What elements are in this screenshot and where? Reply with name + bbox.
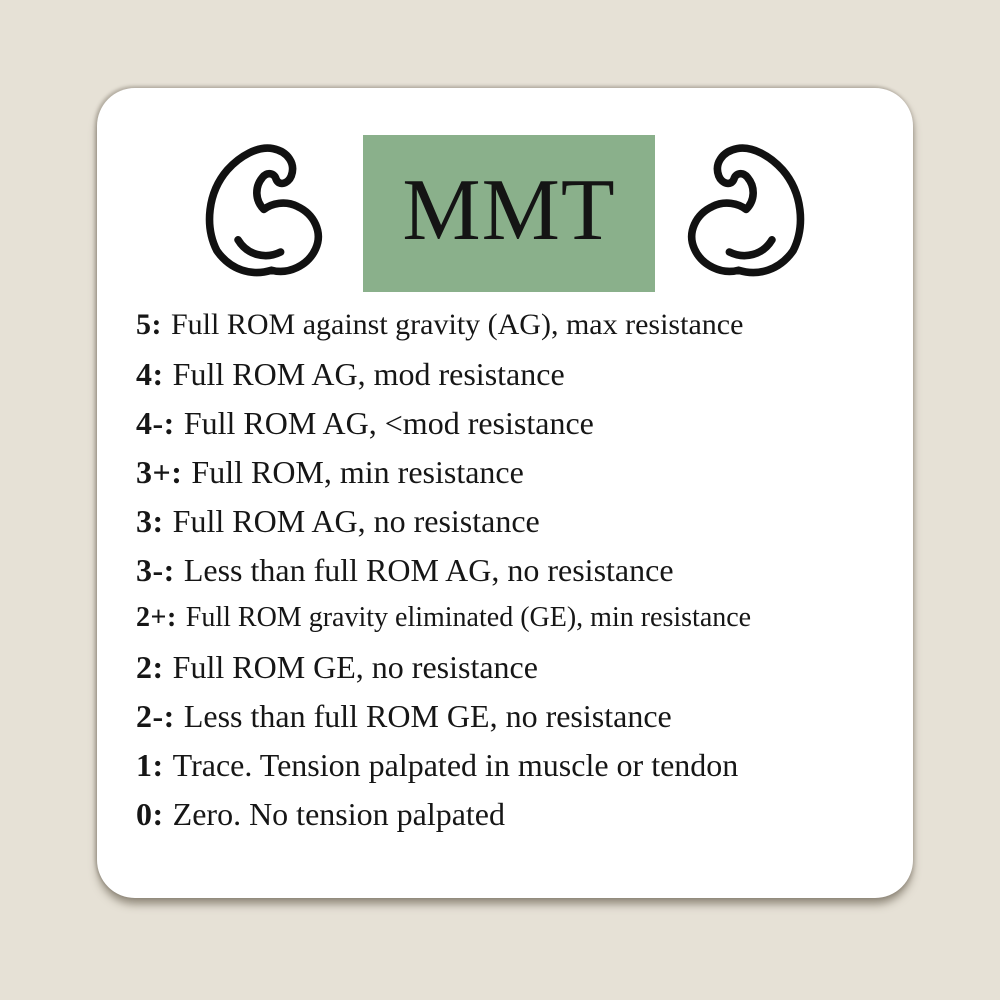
- grade-label: 2+:: [136, 602, 177, 634]
- grade-description: Less than full ROM AG, no resistance: [183, 551, 674, 588]
- grade-label: 1:: [136, 747, 164, 784]
- scale-row: [136, 546, 899, 595]
- flexed-biceps-icon: [197, 138, 349, 290]
- title-banner: [363, 135, 655, 292]
- grade-description: Trace. Tension palpated in muscle or tendon: [172, 747, 739, 784]
- scale-row: [136, 350, 899, 399]
- scale-row: [136, 790, 899, 839]
- scale-row: [136, 399, 899, 448]
- scale-row: [136, 301, 899, 350]
- mmt-grading-scale: [136, 301, 899, 839]
- scale-row: [136, 692, 899, 741]
- grade-label: 2-:: [136, 698, 175, 735]
- grade-description: Less than full ROM GE, no resistance: [183, 698, 672, 735]
- grade-description: Full ROM against gravity (AG), max resistance: [171, 308, 744, 341]
- scale-row: [136, 643, 899, 692]
- grade-description: Full ROM gravity eliminated (GE), min resistance: [185, 602, 752, 634]
- grade-label: 4-:: [136, 404, 175, 441]
- flexed-biceps-icon-mirrored: [661, 138, 813, 290]
- grade-description: Full ROM AG, mod resistance: [172, 355, 565, 392]
- grade-label: 4:: [136, 355, 164, 392]
- scale-row: [136, 594, 899, 643]
- page-title: MMT: [402, 161, 616, 259]
- grade-label: 2:: [136, 649, 164, 686]
- grade-label: 3:: [136, 502, 164, 539]
- grade-description: Full ROM, min resistance: [191, 453, 524, 490]
- scale-row: [136, 497, 899, 546]
- grade-label: 3+:: [136, 453, 183, 490]
- grade-label: 0:: [136, 796, 164, 833]
- scale-row: [136, 448, 899, 497]
- grade-description: Zero. No tension palpated: [172, 796, 505, 833]
- scale-row: [136, 741, 899, 790]
- grade-description: Full ROM GE, no resistance: [172, 649, 538, 686]
- magnet-card: [97, 88, 913, 898]
- grade-label: 5:: [136, 308, 162, 341]
- grade-label: 3-:: [136, 551, 175, 588]
- grade-description: Full ROM AG, no resistance: [172, 502, 540, 539]
- grade-description: Full ROM AG, <mod resistance: [183, 404, 594, 441]
